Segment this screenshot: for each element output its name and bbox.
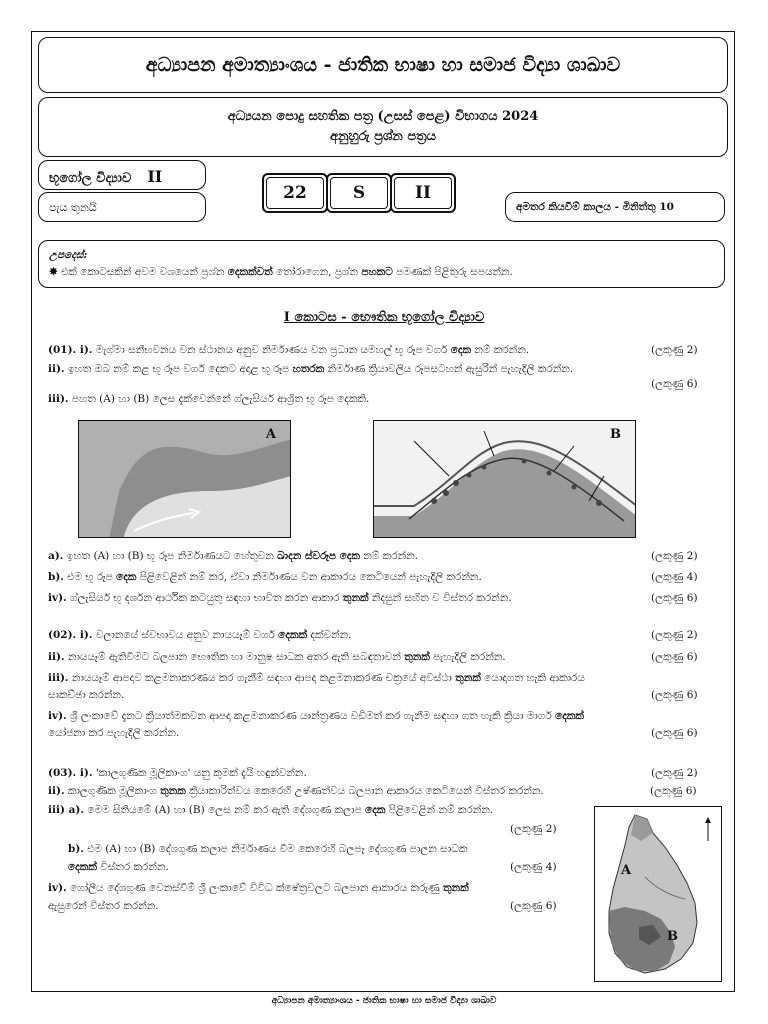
glacier-valley-illustration (79, 421, 291, 538)
q2-iii-marks: (ලකුණු 6) (651, 689, 698, 701)
section-title: I කොටස - භෞතික භූගෝල විද්‍යාව (283, 310, 485, 325)
q1-i-marks: (ලකුණු 2) (651, 344, 698, 356)
instructions-text: ✸ එක් කොටසකින් අවම වශයෙන් ප්‍රශ්න දෙකක්වත් තෝරාගෙන, ප්‍රශ්න පහකට පමණක් පිළිතුරු සපයන්න. (49, 266, 513, 278)
q1-iv: iv). ග්ලැසියර් භූ දර්ශන ආර්ථික කටයුතු සඳහා භාවිත කරන ආකාර තුනක් නිදසුන් සහිත ව විස්තර කරන්න. (48, 592, 512, 604)
figure-a (78, 420, 291, 538)
instructions-box (38, 240, 725, 288)
q2-iv-marks: (ලකුණු 6) (651, 727, 698, 739)
exam-title-box (38, 97, 728, 157)
q3-iv: iv). ගෝලීය දේශගුණ වෙනස්වීම් ශ්‍රී ලංකාවේ විවිධ ක්ෂේත්‍රවලට බලපාන ආකාරය කරුණු තුනක් (48, 882, 469, 894)
q3-iii-a: iii) a). මෙම සිතියමේ (A) හා (B) ලෙස නම් කර ඇති දේශගුණ කලාප දෙක පිළිවෙළින් නම් කරන්න. (48, 804, 494, 816)
subject-code: 22 (262, 173, 328, 213)
q3-iii-b-line2: දෙකක් විස්තර කරන්න. (68, 861, 169, 873)
q2-i: (02). i). වලානයේ ස්වභාවය අනුව නායයෑම් වර්ග දෙකක් දක්වන්න. (48, 629, 352, 641)
q2-iii-line2: සාකච්ඡා කරන්න. (48, 689, 125, 701)
figure-a-label: A (265, 427, 276, 442)
q1-iii-a-marks: (ලකුණු 2) (651, 550, 698, 562)
q3-ii-marks: (ලකුණු 6) (650, 785, 697, 797)
subject-box (38, 160, 206, 190)
q1-iii-a: a). ඉහත (A) හා (B) භූ රූප නිර්මාණයට හේතුවන ඛාදන ස්වරූප දෙක නම් කරන්න. (48, 550, 418, 562)
q1-ii: ii). ඉහත ඔබ නම් කළ භූ රූප වර්ග දෙකට අදාළ භූ රූප හතරක නිර්මාණ ක්‍රියාවලිය රූපසටහන් ඇසුරින් පැහැදිලි කරන්න. (48, 363, 574, 375)
page-footer: අධ්‍යාපන අමාත්‍යාංශය - ජාතික භාෂා හා සමාජ විද්‍යා ශාඛාව (271, 996, 497, 1006)
q1-iii: iii). පහත (A) හා (B) ලෙස දැක්වෙන්නේ ග්ලැසියර් ආශ්‍රිත භූ රූප දෙකකි. (48, 393, 370, 405)
q1-iv-marks: (ලකුණු 6) (651, 592, 698, 604)
sri-lanka-map (594, 806, 722, 982)
glacial-deposit-illustration (374, 421, 636, 538)
q3-iv-line2: ඇසුරෙන් විස්තර කරන්න. (48, 900, 159, 912)
q3-iii-a-marks: (ලකුණු 2) (510, 823, 557, 835)
q2-iii: iii). නායයෑම් ආපදාව කළමනාකරණය කර ගැනීම් සඳහා ආපදා කළමනාකරණ චක්‍රයේ අවස්ථා තුනක් යොදාගත හැකි ආකාරය (48, 672, 585, 684)
q1-i: (01). i). මැග්මා සනීභවනය වන ස්ථානය අනුව නිර්මාණය වන ප්‍රධාන යමහල් භූ රූප වර්ග දෙක නම් කරන්න. (48, 344, 530, 356)
q1-iii-b-marks: (ලකුණු 4) (651, 571, 698, 583)
zone-a-label: A (621, 863, 632, 878)
q2-iv-line2: යෝජනා කර පැහැදිලි කරන්න. (48, 727, 180, 739)
reading-time: අමතර කියවීම් කාලය - මිනිත්තු 10 (505, 192, 725, 222)
q3-iii-b: b). එම (A) හා (B) දේශගුණ කලාප නිර්මාණය වීම කෙරෙහි බලපෑ දේශගුණ පාලන සාධක (68, 843, 468, 855)
paper-code: II (390, 173, 456, 213)
figure-b (373, 420, 636, 538)
bullet-icon: ✸ (49, 266, 58, 278)
subject-name: භූගෝල විද්‍යාව (49, 171, 132, 186)
climate-zone-map (595, 807, 722, 982)
medium-code: S (326, 173, 392, 213)
q3-ii: ii). කාලගුණික මූලිකාංග තුනක ක්‍රියාකාරිත්වය කෙරෙහි උෂ්ණත්වය බලපාන ආකාරය කෙටියෙන් විස්තර කරන්න. (48, 785, 544, 797)
instructions-label: උපදෙස්: (49, 249, 88, 261)
q2-i-marks: (ලකුණු 2) (651, 629, 698, 641)
q2-ii-marks: (ලකුණු 6) (651, 651, 698, 663)
q3-i-marks: (ලකුණු 2) (651, 767, 698, 779)
q3-i: (03). i). 'කාලගුණික මූලිකාංග' යනු කුමක් දැයි හඳුන්වන්න. (48, 767, 307, 779)
q1-ii-marks: (ලකුණු 6) (651, 378, 698, 390)
q2-iv: iv). ශ්‍රී ලංකාවේ දැනට ක්‍රියාත්මකවන ආපදා කළමනාකරණ යාන්ත්‍රණය වඩිමත් කර ගැනීම සඳහා ගත හැකි ක්‍රියා මාර්ග දෙකක් (48, 710, 584, 722)
duration: පැය තුනයි (38, 192, 206, 222)
q2-ii: ii). නායයෑම් ඇතිවීමට බලපාන භෞතික හා මානුෂ සාධක අතර ඇති සබඳතාවන් තුනක් පැහැදිලි කරන්න. (48, 651, 506, 663)
paper-type: අනුහුරු ප්‍රශ්න පත්‍රය (329, 129, 437, 144)
exam-title: අධ්‍යයන පොදු සහතික පත්‍ර (උසස් පෙළ) විභාගය 2024 (227, 109, 539, 124)
subject-grade: II (147, 167, 163, 186)
figure-b-label: B (610, 427, 621, 442)
q3-iii-b-marks: (ලකුණු 4) (510, 861, 557, 873)
q1-iii-b: b). එම භූ රූප දෙක පිළිවෙළින් නම් කර, ඒවා නිර්මාණය වන ආකාරය කෙටියෙන් පැහැදිලි කරන්න. (48, 571, 482, 583)
zone-b-label: B (667, 929, 678, 944)
ministry-title: අධ්‍යාපන අමාත්‍යාංශය - ජාතික භාෂා හා සමාජ විද්‍යා ශාඛාව (38, 37, 728, 93)
q3-iv-marks: (ලකුණු 6) (510, 900, 557, 912)
